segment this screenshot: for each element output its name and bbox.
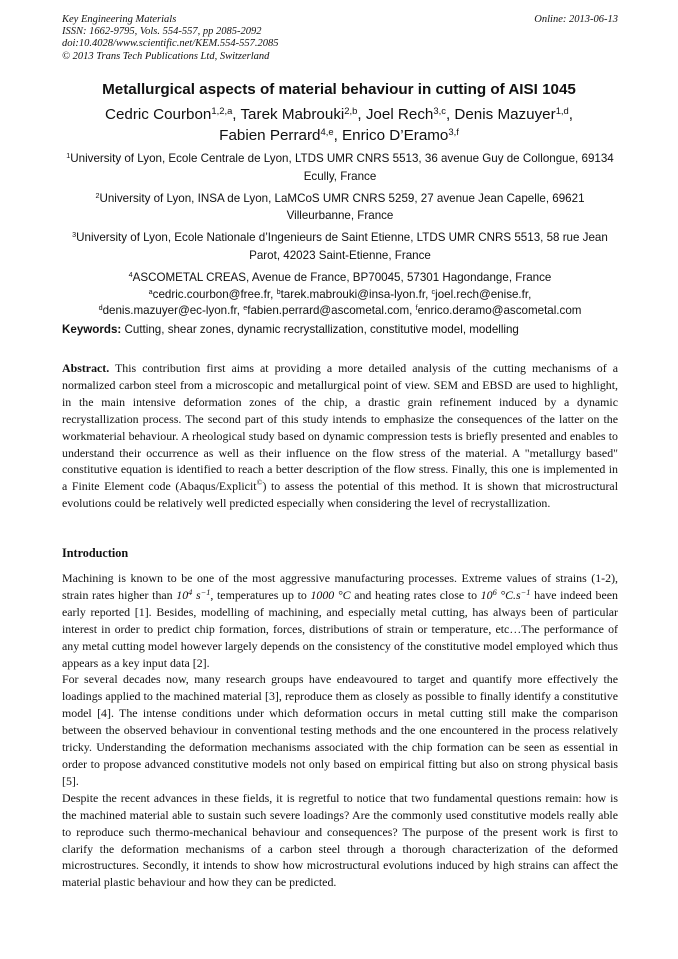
math-base: 10 xyxy=(480,587,493,602)
email-marker: a xyxy=(148,286,153,296)
paper-title: Metallurgical aspects of material behaviour in cutting of AISI 1045 xyxy=(102,81,576,98)
abstract-text-continued: ) to assess the potential of this method. It is shown that microstructural evolutions could be relatively well predicted especially when considering the level of recrystallization. xyxy=(62,479,619,511)
author-name: Tarek Mabrouki xyxy=(240,106,345,123)
email-link[interactable]: enrico.deramo@ascometal.com xyxy=(417,304,582,318)
email-marker: e xyxy=(243,303,248,313)
affiliation xyxy=(62,229,618,264)
author-name: Cedric Courbon xyxy=(105,106,212,123)
affiliation-text: University of Lyon, INSA de Lyon, LaMCoS UMR CNRS 5259, 27 avenue Jean Capelle, 69621 Villeurbanne, France xyxy=(99,191,585,223)
affiliation-number: 4 xyxy=(128,270,133,280)
affiliation xyxy=(62,190,618,225)
abstract-text: This contribution first aims at providing a more detailed analysis of the cutting mechanisms of a normalized carbon steel from a microscopic and metallurgical point of view. SEM and EBSD are used to highlight, in the main intensive deformation zones of the chip, a drastic grain refinement induced by a dynamic recrystallization process. The second part of this study intends to emphasize the consequences of the latter on the workmaterial behaviour. A rheological study based on dynamic compression tests is briefly presented and enables to understand their occurrence as well as their influence on the flow stress of the material. A "metallurgy based" constitutive equation is identified to reach a better description of the flow stress. Finally, this one is implemented in a Finite Element code (Abaqus/Explicit xyxy=(62,361,619,494)
abstract xyxy=(62,360,618,512)
email-marker: d xyxy=(98,303,103,313)
affiliation xyxy=(62,269,618,287)
author-name: Enrico D’Eramo xyxy=(342,127,449,144)
math-exponent: 4 xyxy=(188,587,193,597)
email-list: $^a$cedric.courbon@free.fr, $^b$tarek.mabrouki@insa-lyon.fr, $^c$joel.rech@enise.fr, $^d$denis.mazuyer@ec-lyon.fr, $^e$fabien.perrard@ascometal.com, $^f$enrico.deramo@ascometal.com xyxy=(98,286,582,318)
author-name: Joel Rech xyxy=(365,106,434,123)
author-affiliation-marker: 2,b xyxy=(344,104,358,116)
affiliation-block xyxy=(62,150,618,319)
paragraph: For several decades now, many research groups have endeavoured to target and quantify more effectively the loadings applied to the machined material [3], reproduce them as closely as possible to finally identify a constitutive model [4]. The intense conditions under which deformation occurs in metal cutting still make the comparison between the observed behaviour in conventional testing methods and the one encountered in the process relatively tricky. Understanding the deformation mechanisms associated with the chip formation can be seen as essential in order to propose advanced constitutive models not only based on empirical fitting but also on strong physical basis [5]. xyxy=(62,672,618,788)
affiliation-number: 2 xyxy=(95,190,100,200)
paragraph xyxy=(62,570,618,671)
online-date: Online: 2013-06-13 xyxy=(534,14,618,25)
author-list: Cedric Courbon$^{1,2,a}$, Tarek Mabrouki$^{2,b}$, Joel Rech$^{3,c}$, Denis Mazuyer$^{1,d}$, Fabien Perrard$^{4,e}$, Enrico D’Eramo$^{3,f}$ xyxy=(105,104,573,144)
running-header xyxy=(62,14,618,63)
math-temperature: 1000 °C xyxy=(310,587,351,602)
affiliation-number: 1 xyxy=(66,151,71,161)
paragraph-text: and heating rates close to xyxy=(350,587,481,602)
paragraph: Despite the recent advances in these fields, it is regretful to notice that two fundamental questions remain: how is the machined material able to sustain such severe loadings? Are the commonly used constitutive models really able to reproduce such thermo-mechanical behaviour and consequences? The purpose of the present work is first to clarify the deformation mechanisms of a carbon steel through a thorough characterization of the deformed microstructures. Secondly, it intends to show how microstructural evolutions induced by high strains can affect the material plastic behaviour and how they can be predicted. xyxy=(62,790,618,890)
email-link[interactable]: denis.mazuyer@ec-lyon.fr xyxy=(102,304,237,318)
math-exponent: −1 xyxy=(520,587,531,597)
journal-name: Key Engineering Materials xyxy=(62,14,177,25)
keywords-line xyxy=(62,322,618,338)
paragraph-text: have indeed been early reported [1]. Besides, modelling of machining, and especially metal cutting, has always been of particular interest in order to predict chip formation, forces, distributions of strain or temperature, etc…The performance of any metal cutting model however largely depends on the consistency of the constitutive model employed which thus appears as a key input data [2]. xyxy=(62,587,618,670)
affiliation-text: University of Lyon, Ecole Nationale d’Ingenieurs de Saint Etienne, LTDS UMR CNRS 5513, 58 rue Jean Parot, 42023 Saint-Etienne, France xyxy=(76,231,608,262)
keywords-label: Keywords: xyxy=(62,323,122,336)
author-name: Denis Mazuyer xyxy=(454,106,556,123)
section-heading-introduction: Introduction xyxy=(62,546,129,560)
issn-line: ISSN: 1662-9795, Vols. 554-557, pp 2085-2092 xyxy=(62,26,262,38)
author-affiliation-marker: 1,d xyxy=(555,104,569,116)
math-exponent: 6 xyxy=(492,587,497,597)
math-strain-rate xyxy=(176,588,210,602)
email-marker: c xyxy=(431,286,436,296)
math-unit: s xyxy=(192,587,201,602)
doi-line: doi:10.4028/www.scientific.net/KEM.554-557.2085 xyxy=(62,38,279,50)
math-base: 10 xyxy=(176,587,189,602)
email-link[interactable]: fabien.perrard@ascometal.com xyxy=(247,304,410,318)
author-name: Fabien Perrard xyxy=(219,127,321,144)
paragraph-text: Machining is known to be one of the most aggressive manufacturing processes. Extreme values of strains (1-2), strain rates higher than xyxy=(62,571,618,602)
email-marker: f xyxy=(415,303,418,313)
affiliation-text: ASCOMETAL CREAS, Avenue de France, BP70045, 57301 Hagondange, France xyxy=(132,271,552,285)
copyright-symbol: © xyxy=(256,478,263,488)
email-marker: b xyxy=(276,286,281,296)
email-link[interactable]: tarek.mabrouki@insa-lyon.fr xyxy=(280,287,426,301)
author-affiliation-marker: 3,c xyxy=(433,104,446,116)
affiliation xyxy=(62,150,618,185)
email-link[interactable]: joel.rech@enise.fr xyxy=(435,287,529,301)
keywords-text: Cutting, shear zones, dynamic recrystallization, constitutive model, modelling xyxy=(124,323,519,336)
abstract-label: Abstract. xyxy=(62,361,110,375)
introduction-body xyxy=(62,570,618,891)
email-link[interactable]: cedric.courbon@free.fr xyxy=(152,287,271,301)
copyright-line: © 2013 Trans Tech Publications Ltd, Switzerland xyxy=(62,50,270,62)
math-heating-rate xyxy=(481,588,531,602)
affiliation-text: University of Lyon, Ecole Centrale de Lyon, LTDS UMR CNRS 5513, 36 avenue Guy de Collongue, 69134 Ecully, France xyxy=(70,152,614,183)
math-unit: °C.s xyxy=(496,587,521,602)
author-affiliation-marker: 3,f xyxy=(448,125,459,137)
paragraph-text: , temperatures up to xyxy=(210,587,311,602)
author-affiliation-marker: 1,2,a xyxy=(211,104,233,116)
affiliation-number: 3 xyxy=(72,230,77,240)
math-exponent: −1 xyxy=(200,587,211,597)
author-affiliation-marker: 4,e xyxy=(320,125,334,137)
